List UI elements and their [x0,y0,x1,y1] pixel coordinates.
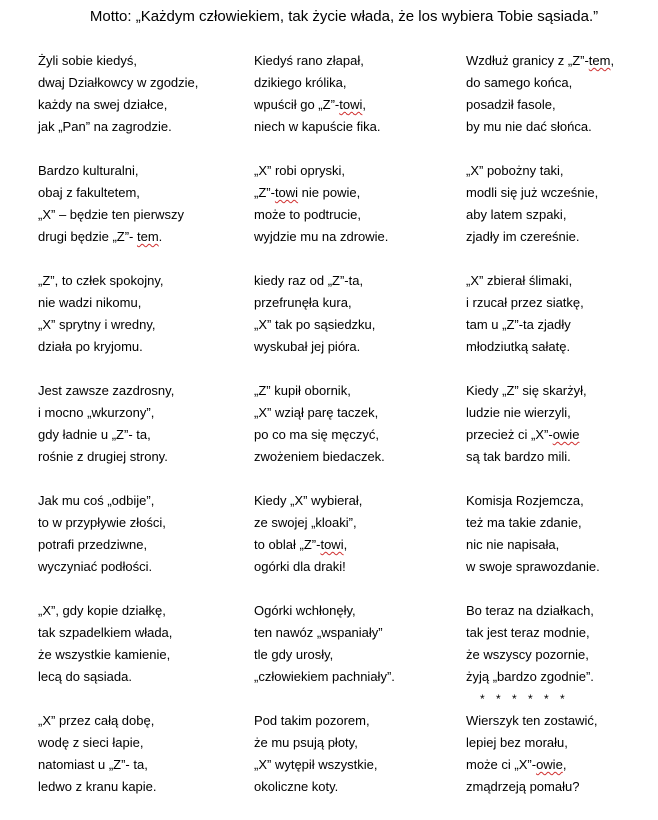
poem-line: zwożeniem biedaczek. [254,449,385,464]
stanza [254,270,395,358]
poem-column-3 [466,50,614,820]
spellcheck-flag: towi [274,185,299,200]
poem-line: że mu psują płoty, [254,735,358,750]
poem-line: do samego końca, [466,75,573,90]
poem-line: kiedy raz od „Z”-ta, [254,273,364,288]
poem-line: dwaj Działkowcy w zgodzie, [38,75,199,90]
poem-line: wyjdzie mu na zdrowie. [254,229,389,244]
poem-line: posadził fasole, [466,97,556,112]
poem-line: by mu nie dać słońca. [466,119,592,134]
stanza [466,270,614,358]
poem-column-2 [254,50,395,820]
poem-line: ludzie nie wierzyli, [466,405,571,420]
poem-line: nic nie napisała, [466,537,560,552]
poem-line: drugi będzie „Z”- tem. [38,229,163,244]
poem-line: „X” pobożny taki, [466,163,564,178]
poem-line: wodę z sieci łapie, [38,735,144,750]
poem-line: ze swojej „kloaki”, [254,515,357,530]
poem-line: Wierszyk ten zostawić, [466,713,598,728]
stanza [38,710,198,798]
poem-line: modli się już wcześnie, [466,185,599,200]
stanza [38,270,198,358]
poem-line: po co ma się męczyć, [254,427,379,442]
poem-line: „Z”, to człek spokojny, [38,273,164,288]
poem-line: działa po kryjomu. [38,339,143,354]
poem-line: tle gdy urosły, [254,647,334,662]
stanza [38,380,198,468]
poem-line: że wszyscy pozornie, [466,647,589,662]
stanza [466,50,614,138]
poem-line: „X”, gdy kopie działkę, [38,603,166,618]
poem-line: Kiedy „X” wybierał, [254,493,363,508]
poem-line: Żyli sobie kiedyś, [38,53,137,68]
poem-line: w swoje sprawozdanie. [466,559,600,574]
poem-line: że wszystkie kamienie, [38,647,171,662]
poem-line: „X” robi opryski, [254,163,346,178]
poem-line: nie wadzi nikomu, [38,295,142,310]
stanza [466,490,614,578]
poem-line: przefrunęła kura, [254,295,352,310]
poem-line: Bardzo kulturalni, [38,163,139,178]
poem-line: „człowiekiem pachniały”. [254,669,395,684]
poem-line: dzikiego królika, [254,75,347,90]
stanza [254,50,395,138]
poem-line: potrafi przedziwne, [38,537,148,552]
spellcheck-flag: tem [588,53,611,68]
poem-line: każdy na swej działce, [38,97,168,112]
poem-line: tam u „Z”-ta zjadły [466,317,571,332]
poem-line: „X” wytępił wszystkie, [254,757,378,772]
poem-line: „X” – będzie ten pierwszy [38,207,184,222]
stanza [254,160,395,248]
poem-line: Pod takim pozorem, [254,713,370,728]
poem-line: są tak bardzo mili. [466,449,571,464]
poem-line: „X” zbierał ślimaki, [466,273,573,288]
poem-line: może to podtrucie, [254,207,361,222]
stanza [38,600,198,688]
motto: Motto: „Każdym człowiekiem, tak życie włada, że los wybiera Tobie sąsiada.” [89,8,599,25]
poem-line: to w przypływie złości, [38,515,166,530]
poem-line: lepiej bez morału, [466,735,568,750]
stanza [254,490,395,578]
stanza [254,600,395,688]
poem-line: może ci „X”-owie, [466,757,567,772]
poem-line: natomiast u „Z”- ta, [38,757,148,772]
stanza [466,380,614,468]
poem-line: ten nawóz „wspaniały” [254,625,383,640]
poem-line: i rzucał przez siatkę, [466,295,584,310]
poem-line: przecież ci „X”-owie [466,427,580,442]
poem-line: to oblał „Z”-towi, [254,537,348,552]
poem-line: Jest zawsze zazdrosny, [38,383,175,398]
stanza [466,600,614,688]
poem-line: zmądrzeją pomału? [466,779,580,794]
poem-line: Komisja Rozjemcza, [466,493,584,508]
poem-line: wyskubał jej pióra. [254,339,361,354]
spellcheck-flag: tem [136,229,159,244]
poem-line: i mocno „wkurzony”, [38,405,155,420]
poem-line: Wzdłuż granicy z „Z”-tem, [466,53,615,68]
poem-line: „X” przez całą dobę, [38,713,155,728]
poem-line: ogórki dla draki! [254,559,346,574]
stanza [466,160,614,248]
final-stanza [466,710,614,798]
poem-line: żyją „bardzo zgodnie”. [466,669,594,684]
poem-line: zjadły im czereśnie. [466,229,580,244]
poem-line: ledwo z kranu kapie. [38,779,157,794]
poem-line: „Z”-towi nie powie, [254,185,361,200]
poem-line: wyczyniać podłości. [38,559,153,574]
stanza [38,50,198,138]
spellcheck-flag: towi [320,537,344,552]
poem-line: wpuścił go „Z”-towi, [254,97,366,112]
poem-line: obaj z fakultetem, [38,185,140,200]
poem-line: też ma takie zdanie, [466,515,582,530]
poem-line: niech w kapuście fika. [254,119,381,134]
poem-line: „X” wziął parę taczek, [254,405,379,420]
poem-column-1 [38,50,198,820]
poem-line: aby latem szpaki, [466,207,567,222]
stanza [38,160,198,248]
poem-line: Jak mu coś „odbije”, [38,493,155,508]
stanza [38,490,198,578]
spellcheck-flag: owie [536,757,563,772]
poem-line: tak jest teraz modnie, [466,625,590,640]
spellcheck-flag: owie [552,427,580,442]
poem-line: lecą do sąsiada. [38,669,132,684]
poem-line: okoliczne koty. [254,779,339,794]
poem-line: tak szpadelkiem włada, [38,625,173,640]
poem-line: Kiedy „Z” się skarżył, [466,383,587,398]
poem-line: młodziutką sałatę. [466,339,571,354]
stanza [254,380,395,468]
poem-line: „X” sprytny i wredny, [38,317,156,332]
poem-line: „Z” kupił obornik, [254,383,351,398]
poem-line: Bo teraz na działkach, [466,603,594,618]
poem-line: rośnie z drugiej strony. [38,449,168,464]
stanza [254,710,395,798]
poem-line: gdy ładnie u „Z”- ta, [38,427,151,442]
spellcheck-flag: towi [339,97,363,112]
poem-line: Ogórki wchłonęły, [254,603,356,618]
poem-line: „X” tak po sąsiedzku, [254,317,376,332]
poem-line: jak „Pan” na zagrodzie. [38,119,172,134]
stanza-separator: * * * * * * [480,692,569,706]
poem-line: Kiedyś rano złapał, [254,53,364,68]
